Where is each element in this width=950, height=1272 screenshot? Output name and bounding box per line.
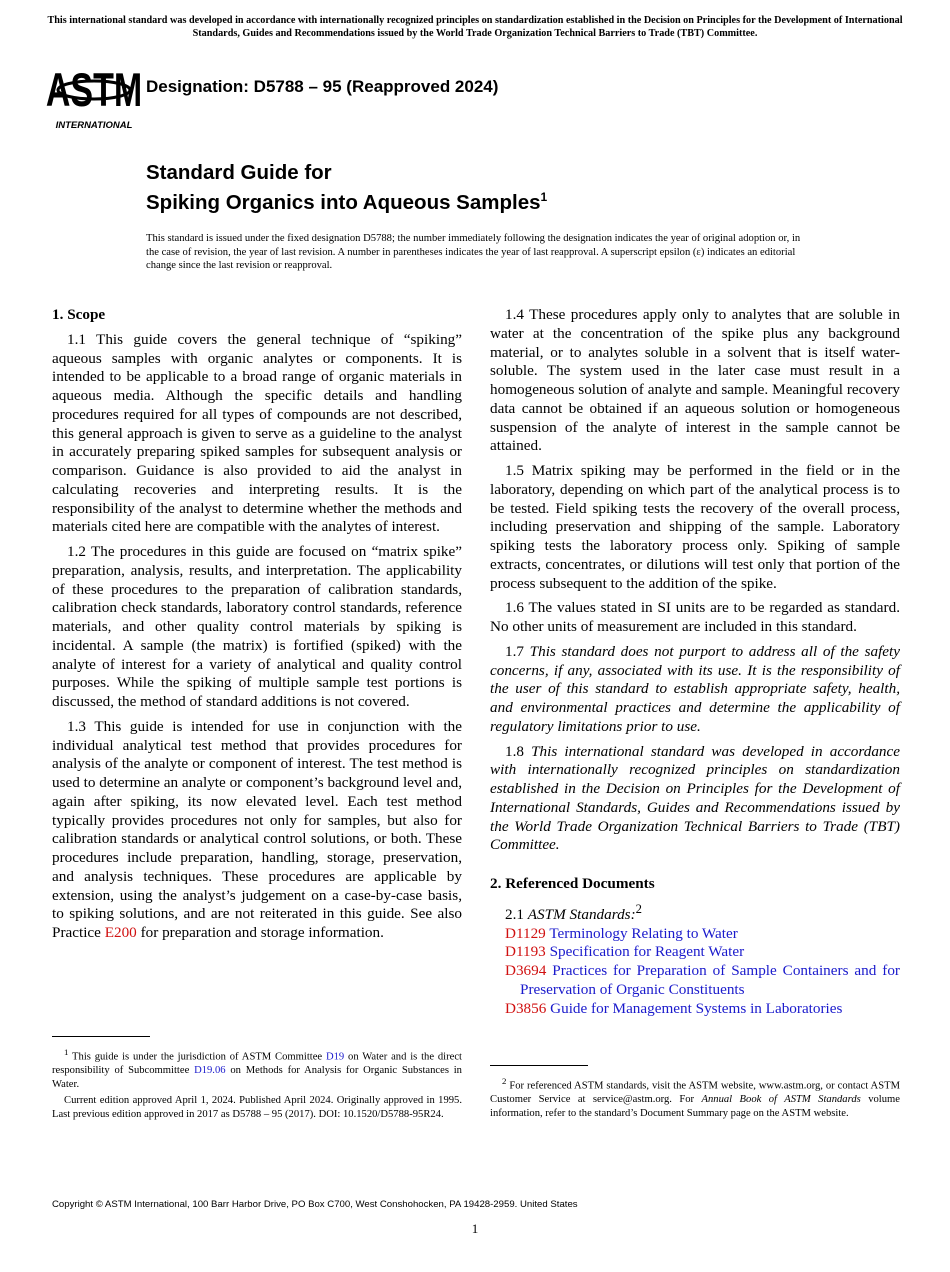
paragraph-number: 1.7	[505, 642, 530, 660]
astm-logo	[45, 56, 143, 131]
footnote-number: 2	[502, 1076, 507, 1086]
paragraph-text: This international standard was developed in accordance with internationally recognized principles on standardization established in the Decision on Principles for the Development of International Standards, Guides and Recommendations issued by the World Trade Organization Technical Barriers to Trade (TBT) Committee.	[490, 742, 901, 854]
section-heading-referenced-documents: 2. Referenced Documents	[490, 875, 655, 892]
right-column	[490, 306, 900, 1018]
designation: Designation: D5788 – 95 (Reapproved 2024)	[146, 77, 499, 96]
footnote-text: on Water and is the direct responsibility of Subcommittee	[52, 1051, 462, 1077]
footnote-ref-1[interactable]: 1	[540, 190, 548, 204]
paragraph-1-6: 1.6 The values stated in SI units are to be regarded as standard. No other units of measurement are included in this standard.	[490, 599, 900, 635]
left-column	[52, 306, 462, 949]
section-heading-scope: 1. Scope	[52, 306, 106, 323]
footnote-text: volume information, refer to the standard’s Document Summary page on the ASTM website.	[490, 1094, 900, 1119]
paragraph-2-1	[490, 900, 900, 925]
reference-title[interactable]: Specification for Reagent Water	[549, 943, 745, 961]
footnote-2	[490, 1075, 900, 1123]
reference-code[interactable]: D3856	[505, 999, 547, 1017]
copyright: Copyright © ASTM International, 100 Barr Harbor Drive, PO Box C700, West Conshohocken, PA 19428-2959. United States	[52, 1199, 578, 1210]
footnote-divider	[490, 1065, 588, 1066]
paragraph-text: for preparation and storage information.	[136, 924, 384, 941]
footnote-text: Annual Book of ASTM Standards	[701, 1094, 861, 1106]
paragraph-number: 1.8	[505, 742, 532, 760]
edition-note: Current edition approved April 1, 2024. Published April 2024. Originally approved in 1995. Last previous edition approved in 2017 as D5788 – 95 (2017). DOI: 10.1520/D5788-95R24.	[52, 1095, 462, 1120]
reference-item	[505, 962, 900, 1000]
title-line-1: Standard Guide for	[146, 161, 332, 184]
paragraph-text: 1.3 This guide is intended for use in conjunction with the individual analytical test method that provides procedures for analysis of the analyte or component of interest. The test method is used to determine an analyte or component’s background level and, again after spiking, its now elevated level. Each test method typically provides procedures not only for samples, but also for calibration standards or analytical control solutions, or both. These procedures include preparation, handling, storage, preservation, and analysis techniques. These procedures are applicable by extension, using the analyst’s judgement on a case-by-case basis, to spiking solutions, and are not reiterated in this guide. See also Practice	[52, 717, 462, 941]
footnote-text: on Methods for Analysis for Organic Substances in Water.	[52, 1065, 462, 1090]
footnote-text: For referenced ASTM standards, visit the ASTM website, www.astm.org, or contact ASTM Customer Service at service@astm.org. For	[490, 1080, 900, 1106]
paragraph-1-7	[490, 643, 900, 737]
reference-title[interactable]: Terminology Relating to Water	[549, 924, 738, 942]
paragraph-1-4: 1.4 These procedures apply only to analytes that are soluble in water at the concentration of the spike plus any background material, or to analytes soluble in a solvent that is itself water-soluble. The system used in the later case must result in a homogeneous solution of analyte and sample. Meaningful recovery data cannot be obtained if an aqueous solution or homogeneous suspension of the analyte of interest in the sample cannot be attained.	[490, 306, 900, 455]
paragraph-1-3	[52, 718, 462, 943]
svg-text:INTERNATIONAL: INTERNATIONAL	[55, 120, 133, 131]
paragraph-text: This standard does not purport to address all of the safety concerns, if any, associated with its use. It is the responsibility of the user of this standard to establish appropriate safety, health, and environmental practices and determine the applicability of regulatory limitations prior to use.	[490, 642, 901, 735]
link-d19-06[interactable]: D19.06	[194, 1065, 226, 1077]
reference-code[interactable]: D1193	[505, 943, 546, 961]
reference-code[interactable]: D3694	[505, 962, 547, 980]
svg-text:ASTM: ASTM	[45, 63, 143, 117]
page-number: 1	[471, 1221, 479, 1236]
reference-item	[505, 925, 900, 944]
paragraph-number: 2.1	[505, 905, 528, 923]
document-title	[146, 160, 547, 215]
paragraph-1-5: 1.5 Matrix spiking may be performed in the field or in the laboratory, depending on which part of the analytical process is to be tested. Field spiking tests the recovery of the overall process, including preservation and shipping of the sample. Laboratory spiking tests the laboratory process only. Spiking of sample extracts, concentrates, or dilutions will test only that portion of the process subsequent to the addition of the spike.	[490, 462, 900, 592]
reference-item	[505, 943, 900, 962]
footnote-ref-2[interactable]: 2	[635, 901, 642, 916]
reference-list	[490, 925, 900, 1019]
footnote-divider	[52, 1036, 150, 1037]
footnote-1	[52, 1046, 462, 1125]
paragraph-1-8	[490, 743, 900, 856]
reference-item	[505, 1000, 900, 1019]
issued-note: This standard is issued under the fixed designation D5788; the number immediately following the designation indicates the year of original adoption or, in the case of revision, the year of last revision. A number in parentheses indicates the year of last reapproval. A superscript epsilon (ε) indicates an editorial change since the last revision or reapproval.	[146, 233, 801, 271]
link-e200[interactable]: E200	[104, 924, 137, 941]
title-line-2: Spiking Organics into Aqueous Samples	[146, 190, 541, 214]
link-d19[interactable]: D19	[325, 1051, 345, 1063]
footnote-number: 1	[64, 1047, 69, 1057]
header-notice: This international standard was developed in accordance with internationally recognized principles on standardization established in the Decision on Principles for the Development of International Standards, Guides and Recommendations issued by the World Trade Organization Technical Barriers to Trade (TBT) Committee.	[47, 15, 903, 39]
paragraph-1-1: 1.1 This guide covers the general technique of “spiking” aqueous samples with organic analytes or components. It is intended to be applicable to a broad range of organic materials in aqueous media. Although the specific details and handling procedures required for all types of compounds are not described, this general approach is given to serve as a guideline to the analyst in accurately preparing spiked samples for subsequent analysis or comparison. Guidance is also provided to aid the analyst in calculating recoveries and interpreting results. It is the responsibility of the analyst to determine whether the methods and materials cited here are compatible with the analytes of interest.	[52, 330, 462, 536]
reference-title[interactable]: Guide for Management Systems in Laboratories	[550, 999, 843, 1017]
reference-code[interactable]: D1129	[505, 924, 546, 942]
footnote-text: This guide is under the jurisdiction of ASTM Committee	[68, 1051, 326, 1063]
paragraph-1-2: 1.2 The procedures in this guide are focused on “matrix spike” preparation, analysis, results, and interpretation. The applicability of these procedures to the preparation of calibration standards, calibration check standards, laboratory control standards, reference materials, and other quality control materials by spiking is incidental. A sample (the matrix) is fortified (spiked) with the analyte of interest for a variety of analytical and quality control purposes. While the spiking of multiple sample test portions is discussed, the method of standard additions is not covered.	[52, 543, 462, 710]
reference-title[interactable]: Practices for Preparation of Sample Containers and for Preservation of Organic Constituents	[520, 962, 900, 998]
paragraph-text: ASTM Standards:	[527, 905, 636, 923]
